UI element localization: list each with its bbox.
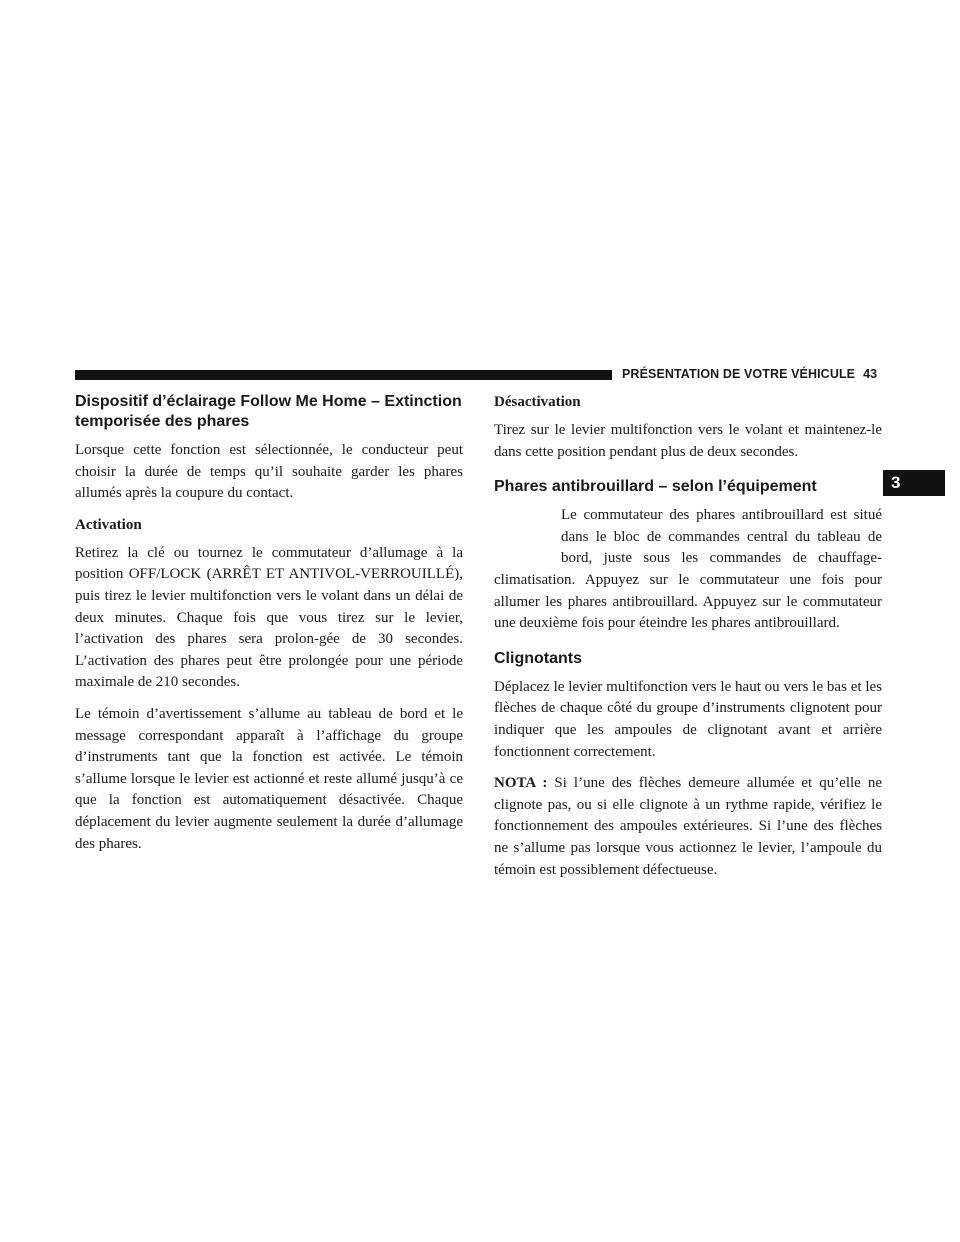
follow-me-home-intro: Lorsque cette fonction est sélectionnée, le conducteur peut choisir la durée de temps qu’il souhaite garder les phares allumés après la coupure du contact. (75, 442, 463, 502)
activation-text: Retirez la clé ou tournez le commutateur d’allumage à la position OFF/LOCK (ARRÊT ET ANTIVOL-VERROUILLÉ), puis tirez le levier multifonction vers le volant dans un délai de deux minutes. Chaque fois que vous tirez sur le levier, l’activation des phares sera prolon-gée de 30 secondes. L’activation des phares peut être prolongée pour une période maximale de 210 secondes. (75, 544, 463, 691)
section-title: PRÉSENTATION DE VOTRE VÉHICULE (622, 367, 856, 381)
fog-lights-heading: Phares antibrouillard – selon l’équipement (494, 478, 817, 496)
running-header (622, 367, 892, 385)
activation-title: Activation (75, 516, 142, 533)
chapter-tab: 3 (883, 470, 945, 496)
fog-lights-text (494, 505, 882, 635)
fog-light-icon-placeholder (494, 505, 561, 563)
turn-signals-heading: Clignotants (494, 649, 582, 667)
note-text: Si l’une des flèches demeure allumée et qu’elle ne clignote pas, ou si elle clignote à un rythme rapide, vérifiez le fonctionnement des ampoules extérieures. Si l’une des flèches ne s’allume pas lorsque vous actionnez le levier, l’ampoule du témoin est possiblement défectueuse. (494, 775, 882, 878)
turn-signals-text: Déplacez le levier multifonction vers le haut ou vers le bas et les flèches de chaque côté du groupe d’instruments clignotent pour indiquer que les ampoules de clignotant avant et arrière fonctionnent correctement. (494, 678, 882, 760)
warning-light-text: Le témoin d’avertissement s’allume au tableau de bord et le message correspondant apparaît à l’affichage du groupe d’instruments tant que la fonction est activée. Le témoin s’allume lorsque le levier est actionné et reste allumé jusqu’à ce que la fonction est automatiquement désactivée. Chaque déplacement du levier augmente seulement la durée d’allumage des phares. (75, 705, 463, 852)
turn-signals-note (494, 773, 882, 881)
header-rule (75, 370, 612, 380)
fog-lights-body: Le commutateur des phares antibrouillard est situé dans le bloc de commandes central du tableau de bord, juste sous les commandes de chauffage-climatisation. Appuyez sur le commutateur une fois pour allumer les phares antibrouillard. Appuyez sur le commutateur une deuxième fois pour éteindre les phares antibrouillard. (494, 507, 882, 632)
left-column (75, 392, 463, 865)
note-label: NOTA : (494, 775, 548, 792)
deactivation-text: Tirez sur le levier multifonction vers le volant et maintenez-le dans cette position pendant plus de deux secondes. (494, 422, 882, 460)
page-number: 43 (863, 367, 878, 381)
deactivation-title: Désactivation (494, 394, 581, 410)
follow-me-home-heading: Dispositif d’éclairage Follow Me Home – Extinction temporisée des phares (75, 393, 462, 430)
right-column (494, 392, 882, 891)
